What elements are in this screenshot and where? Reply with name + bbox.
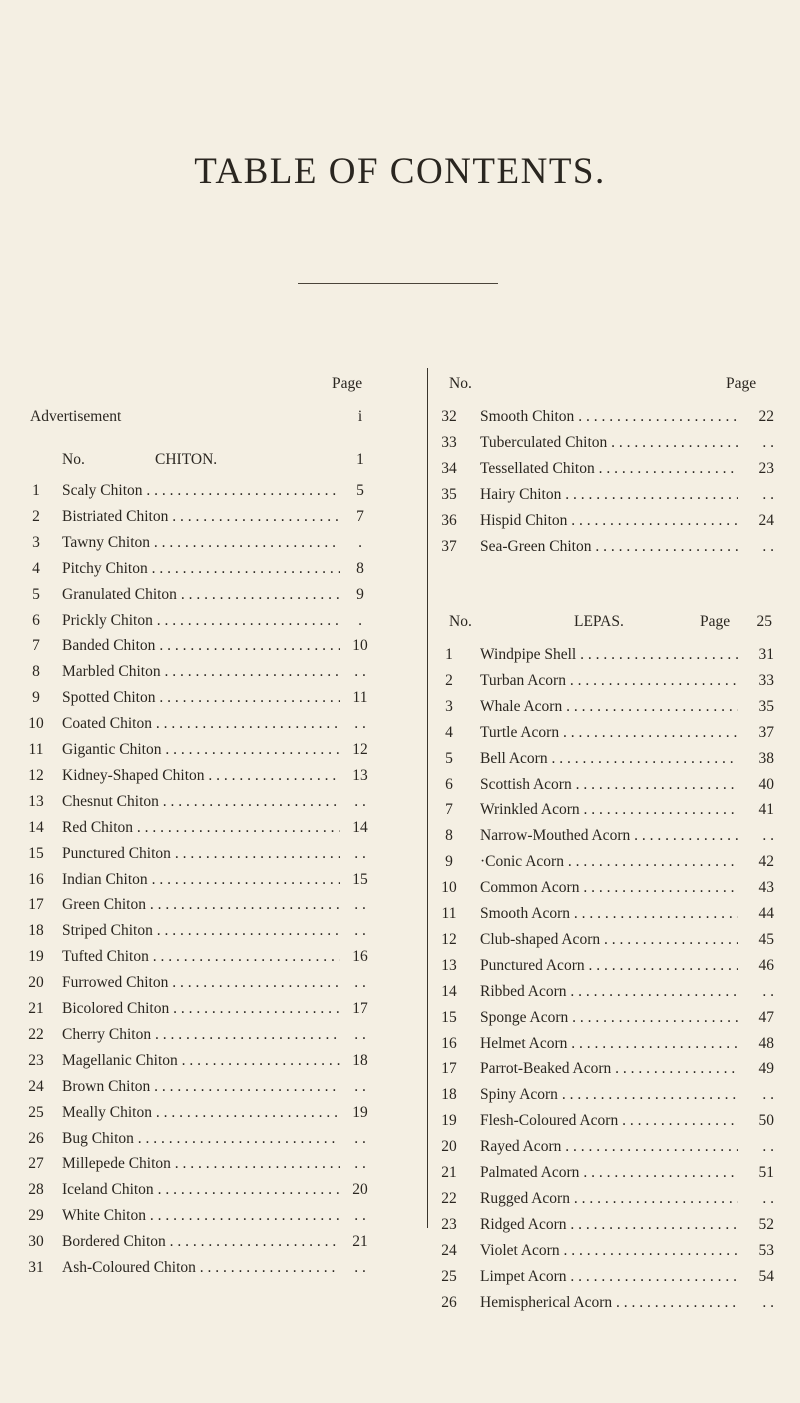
entry-name: Cherry Chiton . . . xyxy=(62,1023,340,1047)
entry-number: 31 xyxy=(28,1259,44,1276)
entry-page: . . xyxy=(762,982,774,1000)
entry-number: 2 xyxy=(32,507,40,525)
entry-number: 10 xyxy=(28,715,44,733)
toc-entry xyxy=(0,919,420,943)
toc-entry xyxy=(430,721,800,745)
entry-name: Flesh-Coloured Acorn . . . xyxy=(480,1109,738,1133)
lepas-no-label: No. xyxy=(449,613,472,630)
entry-name: Chesnut Chiton . . . xyxy=(62,790,340,814)
entry-page: 10 xyxy=(352,637,368,655)
entry-number: 4 xyxy=(445,723,453,741)
toc-entry xyxy=(0,1101,420,1125)
entry-number: 35 xyxy=(441,485,457,503)
toc-entry xyxy=(0,1049,420,1073)
entry-number: 24 xyxy=(441,1241,457,1259)
entry-number: 22 xyxy=(28,1025,44,1043)
toc-entry xyxy=(0,738,420,762)
entry-number: 1 xyxy=(32,482,40,499)
entry-page: . . xyxy=(762,537,774,555)
toc-entry xyxy=(430,747,800,771)
entry-name: Palmated Acorn . . . xyxy=(480,1161,738,1185)
entry-page: 23 xyxy=(758,459,774,477)
entry-number: 12 xyxy=(28,766,44,784)
entry-page: . . xyxy=(354,1025,366,1043)
entry-number: 10 xyxy=(441,879,457,897)
entry-name: Bistriated Chiton . . . xyxy=(62,505,340,529)
toc-entry xyxy=(430,1239,800,1263)
entry-number: 19 xyxy=(28,948,44,966)
entry-name: Sponge Acorn . . . xyxy=(480,1006,738,1030)
entry-number: 11 xyxy=(28,741,44,758)
entry-page: 53 xyxy=(758,1241,774,1259)
entry-number: 15 xyxy=(28,844,44,862)
column-divider xyxy=(427,368,428,1228)
toc-entry xyxy=(0,1230,420,1254)
entry-name: Helmet Acorn . . . xyxy=(480,1032,738,1056)
entry-page: . . xyxy=(354,1259,366,1276)
toc-entry xyxy=(430,824,800,848)
entry-name: Kidney-Shaped Chiton . . . xyxy=(62,764,340,788)
toc-entry xyxy=(430,1187,800,1211)
toc-entry xyxy=(430,876,800,900)
toc-entry xyxy=(0,1178,420,1202)
toc-entry xyxy=(0,531,420,555)
lepas-section-row xyxy=(430,610,800,634)
entry-page: 9 xyxy=(356,585,364,603)
entry-name: Magellanic Chiton . . . xyxy=(62,1049,340,1073)
toc-entry xyxy=(430,798,800,822)
entry-number: 29 xyxy=(28,1207,44,1225)
entry-number: 14 xyxy=(28,818,44,836)
entry-page: . . xyxy=(762,1189,774,1207)
toc-entry xyxy=(430,954,800,978)
entry-number: 4 xyxy=(32,559,40,577)
entry-name: Hemispherical Acorn . . . xyxy=(480,1291,738,1315)
title-divider xyxy=(298,283,498,284)
entry-name: Tuberculated Chiton . . . xyxy=(480,431,738,455)
entry-page: 43 xyxy=(758,879,774,897)
entry-page: 22 xyxy=(758,408,774,425)
toc-entry xyxy=(0,893,420,917)
entry-page: 15 xyxy=(352,870,368,888)
entry-number: 3 xyxy=(32,533,40,551)
entry-number: 7 xyxy=(445,801,453,819)
entry-name: Gigantic Chiton . . . xyxy=(62,738,340,762)
entry-number: 5 xyxy=(445,749,453,767)
entry-number: 22 xyxy=(441,1189,457,1207)
toc-entry xyxy=(0,609,420,633)
advertisement-label: Advertisement xyxy=(30,408,122,425)
entry-name: Ribbed Acorn . . . xyxy=(480,980,738,1004)
entry-page: 20 xyxy=(352,1181,368,1199)
entry-number: 13 xyxy=(441,956,457,974)
entry-page: 47 xyxy=(758,1008,774,1026)
toc-entry xyxy=(430,773,800,797)
entry-name: Hairy Chiton . . . xyxy=(480,483,738,507)
entry-page: . . xyxy=(762,433,774,451)
advertisement-row xyxy=(0,405,400,429)
entry-name: Tufted Chiton . . . xyxy=(62,945,340,969)
toc-entry xyxy=(0,712,420,736)
entry-number: 7 xyxy=(32,637,40,655)
entry-page: 35 xyxy=(758,697,774,715)
entry-number: 34 xyxy=(441,459,457,477)
lepas-section-title: LEPAS. xyxy=(574,613,624,630)
entry-name: Narrow-Mouthed Acorn . . . xyxy=(480,824,738,848)
entry-number: 18 xyxy=(441,1086,457,1104)
entry-page: 16 xyxy=(352,948,368,966)
entry-number: 16 xyxy=(28,870,44,888)
entry-page: . . xyxy=(354,974,366,992)
entry-page: . . xyxy=(354,663,366,681)
entry-page: 45 xyxy=(758,930,774,948)
entry-page: . . xyxy=(762,1138,774,1156)
toc-entry xyxy=(0,1127,420,1151)
toc-entry xyxy=(430,1213,800,1237)
entry-name: Smooth Acorn . . . xyxy=(480,902,738,926)
entry-number: 30 xyxy=(28,1233,44,1251)
entry-name: Punctured Acorn . . . xyxy=(480,954,738,978)
entry-name: Common Acorn . . . xyxy=(480,876,738,900)
entry-page: 7 xyxy=(356,507,364,525)
entry-name: Scottish Acorn . . . xyxy=(480,773,738,797)
toc-entry xyxy=(0,790,420,814)
toc-entry xyxy=(430,1135,800,1159)
entry-page: 37 xyxy=(758,723,774,741)
entry-page: 5 xyxy=(356,482,364,499)
entry-number: 11 xyxy=(441,905,457,922)
entry-page: 31 xyxy=(758,646,774,663)
entry-name: Bell Acorn . . . xyxy=(480,747,738,771)
entry-number: 6 xyxy=(32,611,40,629)
entry-name: Coated Chiton . . . xyxy=(62,712,340,736)
entry-number: 37 xyxy=(441,537,457,555)
entry-page: 51 xyxy=(758,1164,774,1181)
entry-page: . . xyxy=(354,844,366,862)
entry-number: 21 xyxy=(441,1164,457,1181)
entry-name: Red Chiton . . . xyxy=(62,816,340,840)
entry-number: 3 xyxy=(445,697,453,715)
entry-number: 18 xyxy=(28,922,44,940)
entry-name: Green Chiton . . . xyxy=(62,893,340,917)
entry-number: 25 xyxy=(28,1103,44,1121)
entry-page: . xyxy=(358,533,362,551)
entry-page: 21 xyxy=(352,1233,368,1251)
toc-entry xyxy=(0,816,420,840)
entry-page: 49 xyxy=(758,1060,774,1078)
right-no-label: No. xyxy=(449,375,472,392)
entry-page: . . xyxy=(354,1155,366,1173)
entry-name: Meally Chiton . . . xyxy=(62,1101,340,1125)
chiton-section-row xyxy=(0,448,400,472)
entry-page: 12 xyxy=(352,741,368,758)
entry-page: . xyxy=(358,611,362,629)
entry-page: 44 xyxy=(758,905,774,922)
toc-entry xyxy=(0,634,420,658)
entry-name: Violet Acorn . . . xyxy=(480,1239,738,1263)
toc-entry xyxy=(0,764,420,788)
entry-page: . . xyxy=(354,715,366,733)
entry-name: Turban Acorn . . . xyxy=(480,669,738,693)
entry-name: Parrot-Beaked Acorn . . . xyxy=(480,1057,738,1081)
entry-name: Indian Chiton . . . xyxy=(62,868,340,892)
toc-entry xyxy=(0,1204,420,1228)
entry-number: 28 xyxy=(28,1181,44,1199)
entry-name: Brown Chiton . . . xyxy=(62,1075,340,1099)
entry-page: . . xyxy=(354,1207,366,1225)
entry-name: Rayed Acorn . . . xyxy=(480,1135,738,1159)
entry-page: 24 xyxy=(758,511,774,529)
toc-entry xyxy=(430,1161,800,1185)
entry-page: 38 xyxy=(758,749,774,767)
toc-entry xyxy=(0,997,420,1021)
entry-name: Smooth Chiton . . . xyxy=(480,405,738,429)
entry-page: 33 xyxy=(758,671,774,689)
toc-entry xyxy=(0,583,420,607)
toc-entry xyxy=(0,868,420,892)
entry-name: Prickly Chiton . . . xyxy=(62,609,340,633)
entry-name: Scaly Chiton . . . xyxy=(62,479,340,503)
toc-entry xyxy=(0,1152,420,1176)
entry-number: 32 xyxy=(441,408,457,425)
entry-name: Furrowed Chiton . . . xyxy=(62,971,340,995)
entry-name: Club-shaped Acorn . . . xyxy=(480,928,738,952)
entry-name: Millepede Chiton . . . xyxy=(62,1152,340,1176)
entry-page: 13 xyxy=(352,766,368,784)
entry-page: 18 xyxy=(352,1051,368,1069)
toc-entry xyxy=(430,643,800,667)
entry-name: Bug Chiton . . . xyxy=(62,1127,340,1151)
toc-entry xyxy=(430,1291,800,1315)
entry-page: 19 xyxy=(352,1103,368,1121)
toc-entry xyxy=(0,945,420,969)
entry-number: 6 xyxy=(445,775,453,793)
entry-name: Striped Chiton . . . xyxy=(62,919,340,943)
entry-name: Windpipe Shell . . . xyxy=(480,643,738,667)
toc-entry xyxy=(0,971,420,995)
toc-entry xyxy=(430,1057,800,1081)
entry-number: 5 xyxy=(32,585,40,603)
section-page: 1 xyxy=(356,451,364,468)
entry-number: 20 xyxy=(28,974,44,992)
toc-entry xyxy=(430,509,800,533)
entry-number: 23 xyxy=(441,1215,457,1233)
entry-number: 14 xyxy=(441,982,457,1000)
toc-entry xyxy=(430,405,800,429)
entry-number: 2 xyxy=(445,671,453,689)
entry-name: Iceland Chiton . . . xyxy=(62,1178,340,1202)
toc-entry xyxy=(430,850,800,874)
entry-page: . . xyxy=(762,1293,774,1311)
toc-entry xyxy=(430,1032,800,1056)
entry-page: . . xyxy=(354,792,366,810)
entry-number: 16 xyxy=(441,1034,457,1052)
entry-number: 8 xyxy=(445,827,453,845)
entry-name: Turtle Acorn . . . xyxy=(480,721,738,745)
toc-entry xyxy=(0,557,420,581)
entry-name: Wrinkled Acorn . . . xyxy=(480,798,738,822)
toc-entry xyxy=(430,669,800,693)
toc-entry xyxy=(430,1006,800,1030)
entry-number: 27 xyxy=(28,1155,44,1173)
entry-name: Sea-Green Chiton . . . xyxy=(480,535,738,559)
entry-page: 14 xyxy=(352,818,368,836)
toc-entry xyxy=(430,902,800,926)
entry-name: Pitchy Chiton . . . xyxy=(62,557,340,581)
entry-page: 40 xyxy=(758,775,774,793)
entry-page: . . xyxy=(762,827,774,845)
toc-entry xyxy=(430,695,800,719)
toc-entry xyxy=(430,980,800,1004)
toc-entry xyxy=(0,842,420,866)
entry-page: . . xyxy=(354,896,366,914)
entry-number: 13 xyxy=(28,792,44,810)
section-title: CHITON. xyxy=(155,451,218,468)
entry-number: 8 xyxy=(32,663,40,681)
entry-number: 25 xyxy=(441,1267,457,1285)
entry-name: Bordered Chiton . . . xyxy=(62,1230,340,1254)
page-title: TABLE OF CONTENTS. xyxy=(194,151,606,192)
entry-page: 11 xyxy=(352,689,368,707)
toc-entry xyxy=(0,1075,420,1099)
entry-number: 26 xyxy=(441,1293,457,1311)
lepas-page-label: Page xyxy=(700,613,731,630)
toc-entry xyxy=(0,479,420,503)
entry-name: White Chiton . . . xyxy=(62,1204,340,1228)
entry-page: . . xyxy=(354,1077,366,1095)
entry-page: 17 xyxy=(352,1000,368,1017)
toc-entry xyxy=(430,1109,800,1133)
entry-page: . . xyxy=(762,485,774,503)
entry-number: 36 xyxy=(441,511,457,529)
entry-name: Banded Chiton . . . xyxy=(62,634,340,658)
entry-page: 52 xyxy=(758,1215,774,1233)
entry-name: Spotted Chiton . . . xyxy=(62,686,340,710)
toc-entry xyxy=(430,1083,800,1107)
entry-number: 23 xyxy=(28,1051,44,1069)
entry-page: . . xyxy=(354,922,366,940)
toc-entry xyxy=(430,457,800,481)
toc-entry xyxy=(0,505,420,529)
entry-name: Hispid Chiton . . . xyxy=(480,509,738,533)
advertisement-page: i xyxy=(357,408,363,425)
entry-number: 15 xyxy=(441,1008,457,1026)
entry-number: 26 xyxy=(28,1129,44,1147)
entry-number: 24 xyxy=(28,1077,44,1095)
entry-name: Tawny Chiton . . . xyxy=(62,531,340,555)
lepas-page: 25 xyxy=(756,613,772,630)
entry-name: Tessellated Chiton . . . xyxy=(480,457,738,481)
toc-entry xyxy=(430,431,800,455)
toc-entry xyxy=(0,1256,420,1280)
toc-entry xyxy=(0,1023,420,1047)
right-header-row xyxy=(430,372,800,396)
entry-page: 54 xyxy=(758,1267,774,1285)
entry-page: 42 xyxy=(758,853,774,871)
entry-name: Whale Acorn . . . xyxy=(480,695,738,719)
entry-page: 8 xyxy=(356,559,364,577)
entry-page: 48 xyxy=(758,1034,774,1052)
entry-name: Ridged Acorn . . . xyxy=(480,1213,738,1237)
right-page-label: Page xyxy=(726,375,757,392)
entry-page: . . xyxy=(354,1129,366,1147)
entry-name: Punctured Chiton . . . xyxy=(62,842,340,866)
entry-number: 9 xyxy=(32,689,40,707)
section-no-label: No. xyxy=(62,451,85,468)
entry-name: Limpet Acorn . . . xyxy=(480,1265,738,1289)
entry-page: . . xyxy=(762,1086,774,1104)
entry-name: Marbled Chiton . . . xyxy=(62,660,340,684)
entry-number: 9 xyxy=(445,853,453,871)
toc-entry xyxy=(430,535,800,559)
entry-number: 17 xyxy=(441,1060,457,1078)
entry-page: 50 xyxy=(758,1112,774,1130)
entry-name: Ash-Coloured Chiton . . . xyxy=(62,1256,340,1280)
entry-page: 46 xyxy=(758,956,774,974)
entry-number: 17 xyxy=(28,896,44,914)
toc-entry xyxy=(0,660,420,684)
entry-name: Bicolored Chiton . . . xyxy=(62,997,340,1021)
toc-entry xyxy=(0,686,420,710)
entry-number: 1 xyxy=(445,646,453,663)
entry-number: 20 xyxy=(441,1138,457,1156)
entry-name: Spiny Acorn . . . xyxy=(480,1083,738,1107)
entry-name: Rugged Acorn . . . xyxy=(480,1187,738,1211)
toc-entry xyxy=(430,1265,800,1289)
toc-entry xyxy=(430,483,800,507)
left-page-header-row xyxy=(0,372,400,396)
entry-number: 12 xyxy=(441,930,457,948)
entry-name: Granulated Chiton . . . xyxy=(62,583,340,607)
toc-entry xyxy=(430,928,800,952)
entry-number: 19 xyxy=(441,1112,457,1130)
left-page-label: Page xyxy=(332,375,363,392)
entry-page: 41 xyxy=(758,801,774,819)
entry-number: 21 xyxy=(28,1000,44,1017)
entry-number: 33 xyxy=(441,433,457,451)
entry-name: ·Conic Acorn . . . xyxy=(480,850,738,874)
